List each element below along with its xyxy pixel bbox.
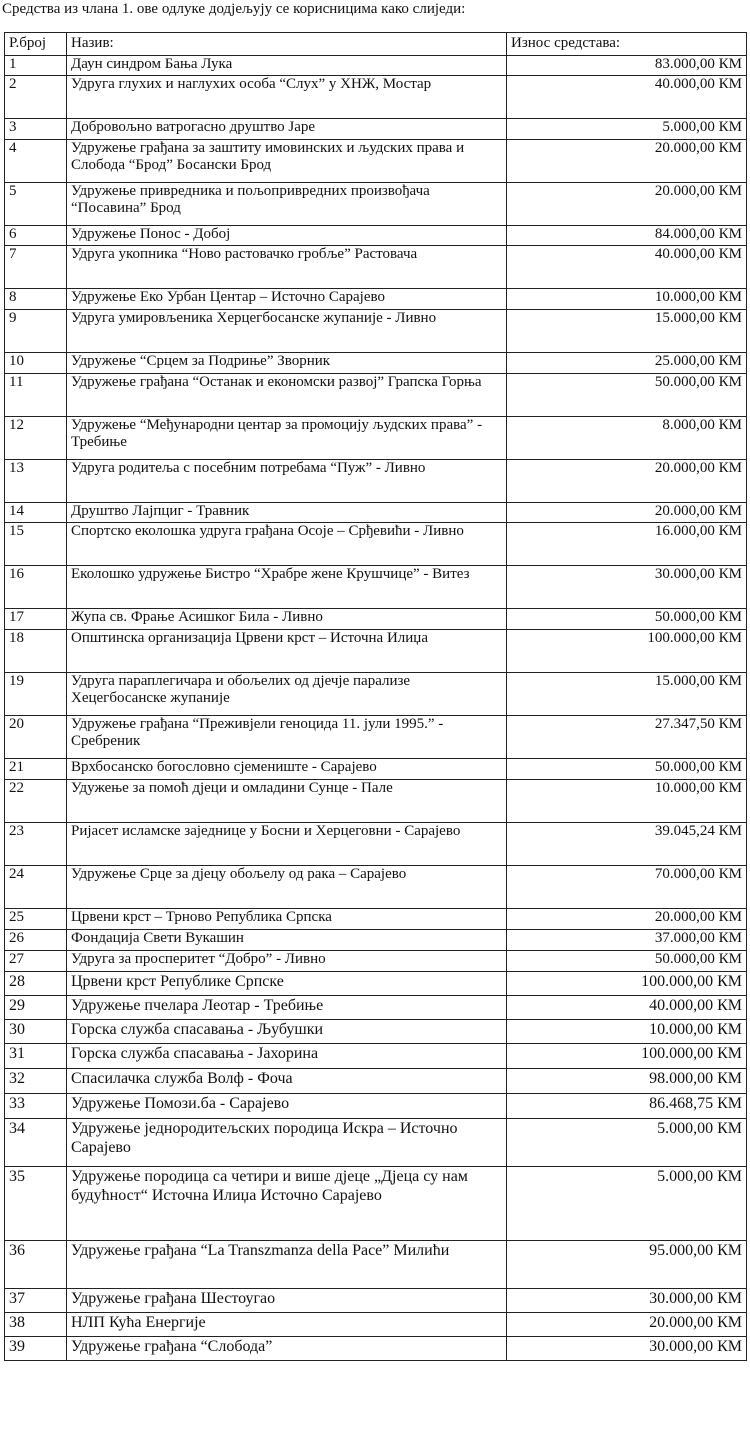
row-number: 35 <box>5 1167 67 1241</box>
row-name: Удужење за помоћ дјеци и омладини Сунце - Пале <box>67 780 507 823</box>
intro-text: Средства из члана 1. ове одлуке додјељују се корисницима како слиједи: <box>2 1 466 17</box>
allocation-table <box>4 32 747 1361</box>
row-number: 16 <box>5 566 67 609</box>
row-number: 22 <box>5 780 67 823</box>
row-name: Удружење Понос - Добој <box>67 226 507 246</box>
table-row <box>5 310 747 353</box>
row-number: 17 <box>5 609 67 630</box>
row-amount: 30.000,00 КМ <box>507 1337 747 1361</box>
row-amount: 95.000,00 КМ <box>507 1241 747 1289</box>
row-amount: 20.000,00 КМ <box>507 909 747 930</box>
row-number: 36 <box>5 1241 67 1289</box>
row-name: Удружење грађана за заштиту имовинских и људских права и Слобода “Брод” Босански Брод <box>67 140 507 183</box>
row-number: 1 <box>5 56 67 76</box>
row-amount: 40.000,00 КМ <box>507 246 747 289</box>
row-name: Удруга глухих и наглухих особа “Слух” у ХНЖ, Мостар <box>67 76 507 119</box>
row-amount: 84.000,00 КМ <box>507 226 747 246</box>
row-name: Удружење једнородитељских породица Искра – Источно Сарајево <box>67 1119 507 1167</box>
row-amount: 10.000,00 КМ <box>507 780 747 823</box>
row-name: Удруга родитеља с посебним потребама “Пуж” - Ливно <box>67 460 507 503</box>
row-amount: 20.000,00 КМ <box>507 140 747 183</box>
row-amount: 25.000,00 КМ <box>507 353 747 374</box>
table-row <box>5 1167 747 1241</box>
table-row <box>5 417 747 460</box>
row-number: 33 <box>5 1094 67 1119</box>
row-amount: 98.000,00 КМ <box>507 1069 747 1094</box>
table-row <box>5 866 747 909</box>
row-number: 12 <box>5 417 67 460</box>
table-row <box>5 1289 747 1313</box>
table-row <box>5 1241 747 1289</box>
table-row <box>5 759 747 780</box>
row-name: Удруга умировљеника Херцегбосанске жупаније - Ливно <box>67 310 507 353</box>
row-name: Удружење грађана “Преживјели геноцида 11. јули 1995.” - Сребреник <box>67 716 507 759</box>
row-number: 27 <box>5 951 67 972</box>
table-row <box>5 630 747 673</box>
row-amount: 70.000,00 КМ <box>507 866 747 909</box>
row-amount: 39.045,24 КМ <box>507 823 747 866</box>
row-number: 29 <box>5 996 67 1020</box>
table-row <box>5 1119 747 1167</box>
table-row <box>5 289 747 310</box>
row-number: 21 <box>5 759 67 780</box>
row-number: 18 <box>5 630 67 673</box>
table-row <box>5 374 747 417</box>
row-name: Удружење породица са четири и више дјеце „Дјеца су нам будућност“ Источна Илиџа Источно Сарајево <box>67 1167 507 1241</box>
row-name: Удружење грађана Шестоугао <box>67 1289 507 1313</box>
row-number: 37 <box>5 1289 67 1313</box>
row-name: Врхбосанско богословно сјемениште - Сарајево <box>67 759 507 780</box>
row-number: 3 <box>5 119 67 140</box>
row-amount: 37.000,00 КМ <box>507 930 747 951</box>
table-row <box>5 716 747 759</box>
row-name: НЛП Кућа Енергије <box>67 1313 507 1337</box>
row-name: Фондација Свети Вукашин <box>67 930 507 951</box>
table-row <box>5 76 747 119</box>
row-amount: 50.000,00 КМ <box>507 951 747 972</box>
table-row <box>5 930 747 951</box>
table-row <box>5 140 747 183</box>
row-number: 19 <box>5 673 67 716</box>
row-name: Удруга укопника “Ново растовачко гробље” Растовача <box>67 246 507 289</box>
row-number: 13 <box>5 460 67 503</box>
row-amount: 20.000,00 КМ <box>507 460 747 503</box>
row-number: 11 <box>5 374 67 417</box>
table-row <box>5 460 747 503</box>
row-number: 14 <box>5 503 67 523</box>
row-amount: 100.000,00 КМ <box>507 972 747 996</box>
row-number: 28 <box>5 972 67 996</box>
row-number: 26 <box>5 930 67 951</box>
row-amount: 20.000,00 КМ <box>507 503 747 523</box>
table-row <box>5 1020 747 1044</box>
row-name: Горска служба спасавања - Љубушки <box>67 1020 507 1044</box>
row-name: Удружење “Срцем за Подриње” Зворник <box>67 353 507 374</box>
row-number: 7 <box>5 246 67 289</box>
row-amount: 40.000,00 КМ <box>507 996 747 1020</box>
row-amount: 30.000,00 КМ <box>507 566 747 609</box>
row-name: Горска служба спасавања - Јахорина <box>67 1044 507 1069</box>
row-amount: 15.000,00 КМ <box>507 673 747 716</box>
row-amount: 20.000,00 КМ <box>507 183 747 226</box>
table-row <box>5 951 747 972</box>
row-number: 20 <box>5 716 67 759</box>
row-amount: 50.000,00 КМ <box>507 374 747 417</box>
row-name: Црвени крст Републике Српске <box>67 972 507 996</box>
row-name: Ријасет исламске заједнице у Босни и Херцеговни - Сарајево <box>67 823 507 866</box>
row-number: 9 <box>5 310 67 353</box>
table-row <box>5 780 747 823</box>
row-amount: 10.000,00 КМ <box>507 1020 747 1044</box>
row-amount: 100.000,00 КМ <box>507 630 747 673</box>
header-amount: Износ средстава: <box>507 33 747 56</box>
row-amount: 16.000,00 КМ <box>507 523 747 566</box>
row-name: Добровољно ватрогасно друштво Јаре <box>67 119 507 140</box>
row-number: 25 <box>5 909 67 930</box>
row-amount: 27.347,50 КМ <box>507 716 747 759</box>
row-name: Општинска организација Црвени крст – Источна Илиџа <box>67 630 507 673</box>
table-row <box>5 1044 747 1069</box>
table-row <box>5 56 747 76</box>
row-amount: 83.000,00 КМ <box>507 56 747 76</box>
row-name: Удружење Срце за дјецу обољелу од рака – Сарајево <box>67 866 507 909</box>
row-amount: 8.000,00 КМ <box>507 417 747 460</box>
row-amount: 5.000,00 КМ <box>507 119 747 140</box>
row-name: Удружење грађана “Слобода” <box>67 1337 507 1361</box>
row-amount: 50.000,00 КМ <box>507 609 747 630</box>
row-number: 4 <box>5 140 67 183</box>
row-amount: 30.000,00 КМ <box>507 1289 747 1313</box>
row-name: Жупа св. Фрање Асишког Била - Ливно <box>67 609 507 630</box>
table-row <box>5 673 747 716</box>
table-row <box>5 119 747 140</box>
row-amount: 20.000,00 КМ <box>507 1313 747 1337</box>
row-number: 6 <box>5 226 67 246</box>
table-row <box>5 972 747 996</box>
table-row <box>5 1094 747 1119</box>
row-amount: 5.000,00 КМ <box>507 1119 747 1167</box>
row-amount: 5.000,00 КМ <box>507 1167 747 1241</box>
row-number: 10 <box>5 353 67 374</box>
row-amount: 100.000,00 КМ <box>507 1044 747 1069</box>
header-row <box>5 33 747 56</box>
table-row <box>5 226 747 246</box>
row-number: 24 <box>5 866 67 909</box>
row-amount: 50.000,00 КМ <box>507 759 747 780</box>
table-row <box>5 1337 747 1361</box>
row-number: 30 <box>5 1020 67 1044</box>
table-row <box>5 609 747 630</box>
row-number: 32 <box>5 1069 67 1094</box>
row-name: Удружење Помози.ба - Сарајево <box>67 1094 507 1119</box>
table-row <box>5 183 747 226</box>
row-number: 34 <box>5 1119 67 1167</box>
row-amount: 40.000,00 КМ <box>507 76 747 119</box>
row-number: 8 <box>5 289 67 310</box>
row-name: Удружење грађана “Останак и економски развој” Грапска Горња <box>67 374 507 417</box>
row-amount: 15.000,00 КМ <box>507 310 747 353</box>
row-name: Спасилачка служба Волф - Фоча <box>67 1069 507 1094</box>
table-row <box>5 1313 747 1337</box>
row-name: Удруга параплегичара и обољелих од дјечје парализе Хецегбосанске жупаније <box>67 673 507 716</box>
row-amount: 10.000,00 КМ <box>507 289 747 310</box>
row-amount: 86.468,75 КМ <box>507 1094 747 1119</box>
row-name: Удружење пчелара Леотар - Требиње <box>67 996 507 1020</box>
row-number: 2 <box>5 76 67 119</box>
row-number: 39 <box>5 1337 67 1361</box>
table-row <box>5 823 747 866</box>
table-row <box>5 523 747 566</box>
row-number: 15 <box>5 523 67 566</box>
table-row <box>5 996 747 1020</box>
row-name: Удружење Еко Урбан Центар – Источно Сарајево <box>67 289 507 310</box>
row-name: Удружење “Међународни центар за промоцију људских права” - Требиње <box>67 417 507 460</box>
row-name: Удруга за просперитет “Добро” - Ливно <box>67 951 507 972</box>
row-name: Удружење грађана “La Transzmanza della Pace” Милићи <box>67 1241 507 1289</box>
table-row <box>5 1069 747 1094</box>
header-name: Назив: <box>67 33 507 56</box>
table-row <box>5 909 747 930</box>
table-row <box>5 566 747 609</box>
row-name: Удружење привредника и пољопривредних произвођача “Посавина” Брод <box>67 183 507 226</box>
row-name: Спортско еколошка удруга грађана Осоје – Срђевићи - Ливно <box>67 523 507 566</box>
row-number: 5 <box>5 183 67 226</box>
table-row <box>5 353 747 374</box>
row-name: Друштво Лајпциг - Травник <box>67 503 507 523</box>
row-number: 38 <box>5 1313 67 1337</box>
table-row <box>5 246 747 289</box>
row-number: 31 <box>5 1044 67 1069</box>
row-name: Еколошко удружење Бистро “Храбре жене Крушчице” - Витез <box>67 566 507 609</box>
table-row <box>5 503 747 523</box>
header-no: Р.број <box>5 33 67 56</box>
row-number: 23 <box>5 823 67 866</box>
row-name: Црвени крст – Трново Република Српска <box>67 909 507 930</box>
row-name: Даун синдром Бања Лука <box>67 56 507 76</box>
